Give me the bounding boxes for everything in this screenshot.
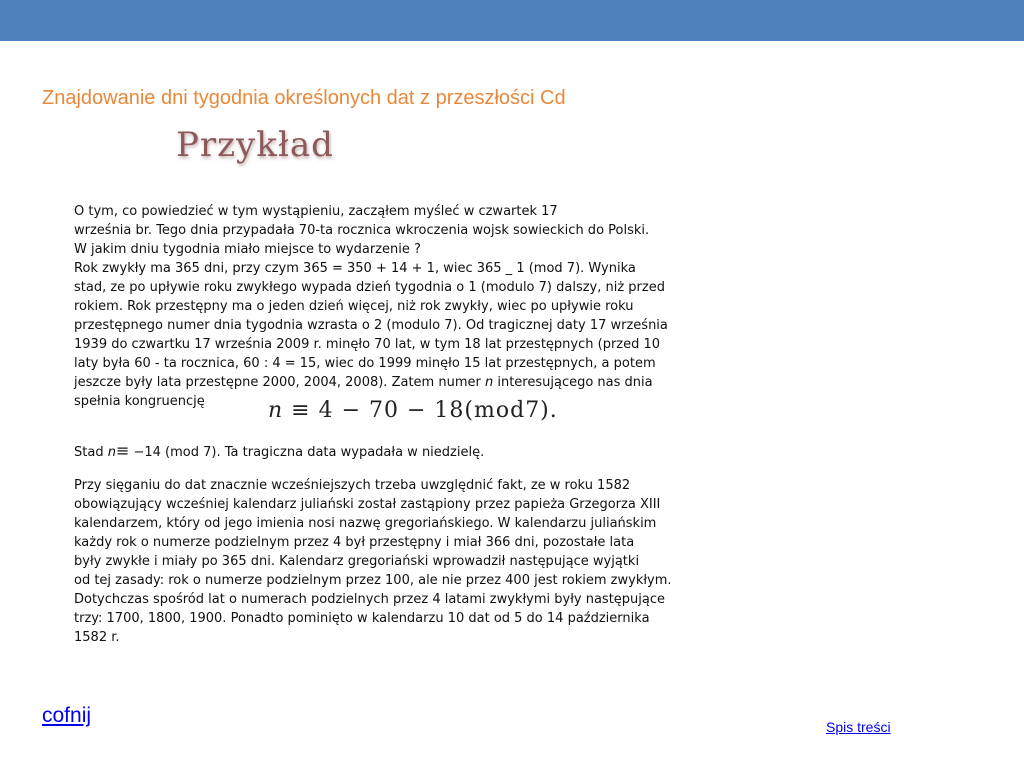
text-segment: −14 (mod 7). Ta tragiczna data wypadała w niedzielę. (129, 445, 485, 460)
congruence-symbol: ≡ (115, 441, 130, 460)
text-line: spełnia kongruencję (74, 394, 205, 409)
text-line: obowiązujący wcześniej kalendarz juliański został zastąpiony przez papieża Grzegorza XIII (74, 497, 661, 512)
text-line (74, 373, 734, 392)
formula-expression: ≡ 4 − 70 − 18(mod7). (283, 398, 558, 423)
text-line: września br. Tego dnia przypadała 70-ta rocznica wkroczenia wojsk sowieckich do Polski. (74, 223, 650, 238)
text-segment: Stad (74, 445, 108, 460)
slide-title: Znajdowanie dni tygodnia określonych dat z przeszłości Cd (42, 87, 566, 109)
example-heading: Przykład (176, 125, 334, 165)
text-line: stad, ze po upływie roku zwykłego wypada dzień tygodnia o 1 (modulo 7) dalszy, niż przed (74, 280, 665, 295)
problem-text (74, 202, 734, 411)
text-line: Dotychczas spośród lat o numerach podzielnych przez 4 latami zwykłymi były następujące (74, 592, 666, 607)
text-line: 1939 do czwartku 17 września 2009 r. minęło 70 lat, w tym 18 lat przestępnych (przed 10 (74, 337, 661, 352)
variable-n: n (484, 375, 494, 390)
text-line: O tym, co powiedzieć w tym wystąpieniu, zacząłem myśleć w czwartek 17 (74, 204, 558, 219)
congruence-formula (268, 398, 558, 423)
text-line: 1582 r. (74, 630, 120, 645)
text-line: laty była 60 - ta rocznica, 60 : 4 = 15, wiec do 1999 minęło 15 lat przestępnych, a potem (74, 356, 656, 371)
text-line: rokiem. Rok przestępny ma o jeden dzień więcej, niż rok zwykły, wiec po upływie roku (74, 299, 634, 314)
text-segment: interesującego nas dnia (493, 375, 653, 390)
table-of-contents-link[interactable]: Spis treści (826, 719, 891, 735)
back-link[interactable]: cofnij (42, 704, 92, 727)
text-line: W jakim dniu tygodnia miało miejsce to wydarzenie ? (74, 242, 421, 257)
text-line: trzy: 1700, 1800, 1900. Ponadto pominięto w kalendarzu 10 dat od 5 do 14 października (74, 611, 650, 626)
text-segment: jeszcze były lata przestępne 2000, 2004, 2008). Zatem numer (74, 375, 485, 390)
formula-variable: n (268, 398, 284, 423)
conclusion-text (74, 441, 484, 462)
text-line: były zwykłe i miały po 365 dni. Kalendarz gregoriański wprowadził następujące wyjątki (74, 554, 640, 569)
text-line: przestępnego numer dnia tygodnia wzrasta o 2 (modulo 7). Od tragicznej daty 17 września (74, 318, 668, 333)
top-bar (0, 0, 1024, 41)
text-line: Przy sięganiu do dat znacznie wcześniejszych trzeba uwzględnić fakt, ze w roku 1582 (74, 478, 631, 493)
history-text (74, 476, 672, 647)
text-line: każdy rok o numerze podzielnym przez 4 był przestępny i miał 366 dni, pozostałe lata (74, 535, 635, 550)
text-line: kalendarzem, który od jego imienia nosi nazwę gregoriańskiego. W kalendarzu juliańskim (74, 516, 657, 531)
variable-n: n (107, 445, 116, 460)
text-line: od tej zasady: rok o numerze podzielnym przez 100, ale nie przez 400 jest rokiem zwykłym. (74, 573, 672, 588)
text-line: Rok zwykły ma 365 dni, przy czym 365 = 350 + 14 + 1, wiec 365 _ 1 (mod 7). Wynika (74, 261, 636, 276)
